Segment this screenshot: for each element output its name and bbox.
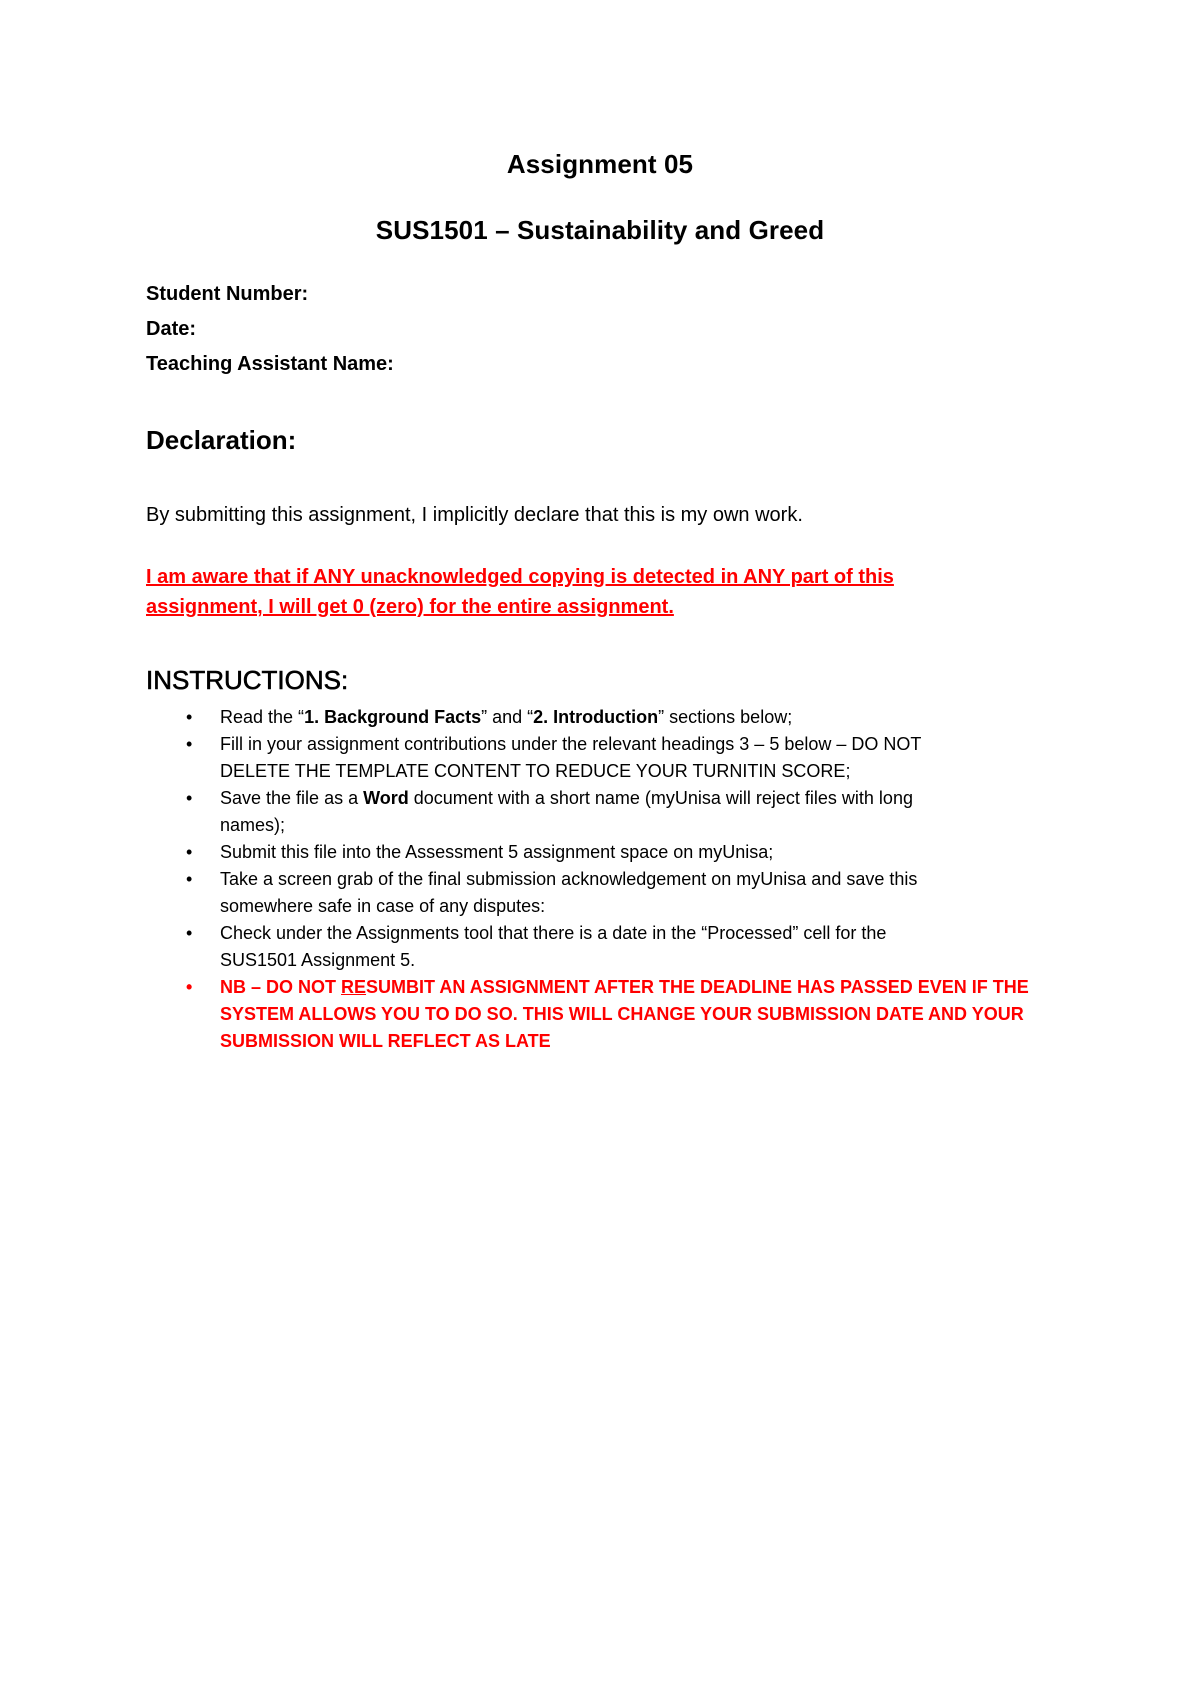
instructions-list [146, 704, 1076, 1055]
bullet-icon: • [186, 707, 193, 727]
list-item [146, 866, 1076, 920]
item-text: SUMBIT AN ASSIGNMENT AFTER THE DEADLINE HAS PASSED EVEN IF THE [366, 977, 1029, 997]
declaration-heading: Declaration: [146, 425, 297, 455]
item-text: document with a short name (myUnisa will reject files with long [408, 788, 913, 808]
item-text: ” and “ [481, 707, 534, 727]
instructions-heading: INSTRUCTIONS: [146, 665, 349, 695]
teaching-assistant-label: Teaching Assistant Name: [146, 353, 394, 375]
bullet-icon: • [186, 842, 193, 862]
list-item [146, 704, 1076, 731]
bullet-icon: • [186, 788, 193, 808]
list-item [146, 920, 1076, 974]
copying-warning-line-2: assignment, I will get 0 (zero) for the entire assignment. [146, 596, 674, 618]
item-text: SUBMISSION WILL REFLECT AS LATE [220, 1031, 551, 1051]
list-item [146, 785, 1076, 839]
item-text: names); [220, 815, 286, 835]
item-text: Submit this file into the Assessment 5 assignment space on myUnisa; [220, 842, 774, 862]
list-item [146, 839, 1076, 866]
item-underlined: RE [341, 977, 367, 997]
document-subtitle: SUS1501 – Sustainability and Greed [375, 215, 825, 245]
item-text: somewhere safe in case of any disputes: [220, 896, 546, 916]
item-text: DELETE THE TEMPLATE CONTENT TO REDUCE YOUR TURNITIN SCORE; [220, 761, 851, 781]
item-emphasis: 2. Introduction [533, 707, 659, 727]
document-title: Assignment 05 [506, 149, 694, 179]
bullet-icon: • [186, 977, 193, 997]
copying-warning-line-1: I am aware that if ANY unacknowledged copying is detected in ANY part of this [146, 566, 894, 588]
item-text: Save the file as a [220, 788, 364, 808]
item-text: SUS1501 Assignment 5. [220, 950, 416, 970]
date-label: Date: [146, 318, 197, 340]
item-emphasis: Word [363, 788, 409, 808]
bullet-icon: • [186, 869, 193, 889]
student-number-label: Student Number: [146, 283, 309, 305]
list-item-warning [146, 974, 1076, 1055]
bullet-icon: • [186, 923, 193, 943]
item-text: Read the “ [220, 707, 305, 727]
item-text: Take a screen grab of the final submission acknowledgement on myUnisa and save this [220, 869, 918, 889]
item-text: Fill in your assignment contributions under the relevant headings 3 – 5 below – DO NOT [220, 734, 922, 754]
item-text: NB – DO NOT [220, 977, 342, 997]
item-text: ” sections below; [658, 707, 793, 727]
list-item [146, 731, 1076, 785]
item-text: SYSTEM ALLOWS YOU TO DO SO. THIS WILL CHANGE YOUR SUBMISSION DATE AND YOUR [220, 1004, 1024, 1024]
item-emphasis: 1. Background Facts [304, 707, 482, 727]
bullet-icon: • [186, 734, 193, 754]
declaration-text: By submitting this assignment, I implicitly declare that this is my own work. [146, 504, 803, 526]
item-text: Check under the Assignments tool that there is a date in the “Processed” cell for the [220, 923, 887, 943]
